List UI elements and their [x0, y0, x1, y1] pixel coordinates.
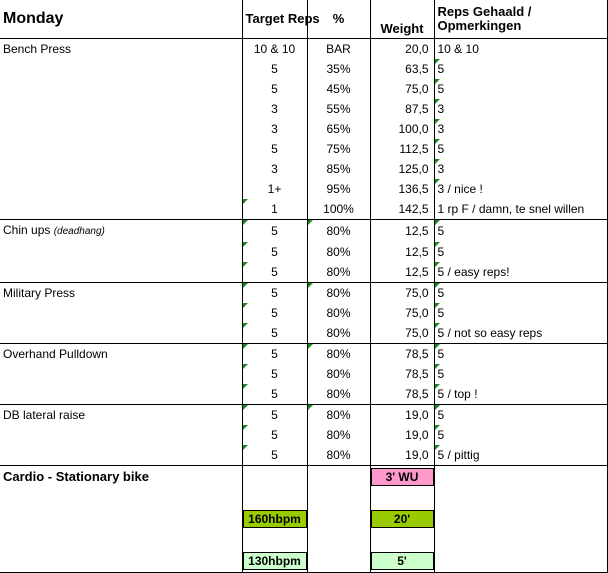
set-row — [0, 119, 607, 139]
set-row — [0, 283, 607, 304]
weight-cell[interactable]: 78,5 — [370, 384, 434, 405]
empty-cell[interactable] — [0, 508, 242, 530]
empty-cell[interactable] — [434, 530, 607, 550]
achieved-cell[interactable]: 3 / nice ! — [434, 179, 607, 199]
weight-cell[interactable]: 19,0 — [370, 445, 434, 466]
empty-cell[interactable] — [0, 242, 242, 262]
percent-cell[interactable]: 65% — [307, 119, 370, 139]
achieved-cell[interactable]: 5 / easy reps! — [434, 262, 607, 283]
exercise-name-label: Overhand Pulldown — [3, 347, 108, 361]
target-reps-cell[interactable]: 5 — [242, 445, 307, 466]
achieved-cell[interactable]: 5 — [434, 364, 607, 384]
warmup-cell-box: 3' WU — [371, 468, 434, 486]
exercise-name[interactable] — [0, 220, 242, 243]
percent-cell[interactable]: 85% — [307, 159, 370, 179]
target-reps-cell[interactable]: 3 — [242, 99, 307, 119]
weight-cell[interactable]: 87,5 — [370, 99, 434, 119]
percent-cell[interactable]: BAR — [307, 39, 370, 60]
weight-cell[interactable]: 112,5 — [370, 139, 434, 159]
interval-time-cell[interactable] — [370, 508, 434, 530]
empty-cell[interactable] — [307, 466, 370, 489]
achieved-cell[interactable]: 3 — [434, 119, 607, 139]
empty-cell[interactable] — [0, 59, 242, 79]
achieved-cell[interactable]: 5 — [434, 283, 607, 304]
achieved-cell[interactable]: 5 — [434, 242, 607, 262]
weight-cell[interactable]: 63,5 — [370, 59, 434, 79]
weight-cell[interactable]: 12,5 — [370, 262, 434, 283]
set-row — [0, 159, 607, 179]
empty-cell[interactable] — [0, 139, 242, 159]
achieved-cell[interactable]: 3 — [434, 159, 607, 179]
empty-cell[interactable] — [307, 530, 370, 550]
weight-cell[interactable]: 136,5 — [370, 179, 434, 199]
cooldown-hr-cell-box: 130hbpm — [243, 552, 307, 570]
empty-cell[interactable] — [434, 488, 607, 508]
target-reps-cell[interactable]: 5 — [242, 262, 307, 283]
set-row — [0, 179, 607, 199]
set-row — [0, 303, 607, 323]
achieved-cell[interactable]: 10 & 10 — [434, 39, 607, 60]
target-reps-cell[interactable]: 10 & 10 — [242, 39, 307, 60]
empty-cell[interactable] — [0, 425, 242, 445]
percent-cell[interactable]: 80% — [307, 262, 370, 283]
weight-cell[interactable]: 75,0 — [370, 323, 434, 344]
set-row — [0, 425, 607, 445]
empty-cell[interactable] — [434, 466, 607, 489]
percent-cell[interactable]: 100% — [307, 199, 370, 220]
set-row — [0, 39, 607, 60]
percent-cell[interactable]: 55% — [307, 99, 370, 119]
set-row — [0, 344, 607, 365]
percent-cell[interactable]: 80% — [307, 405, 370, 426]
weight-cell[interactable]: 19,0 — [370, 425, 434, 445]
header-row — [0, 0, 607, 39]
weight-cell[interactable]: 12,5 — [370, 220, 434, 243]
target-reps-cell[interactable]: 5 — [242, 323, 307, 344]
percent-cell[interactable]: 80% — [307, 384, 370, 405]
empty-cell[interactable] — [434, 508, 607, 530]
empty-cell[interactable] — [0, 445, 242, 466]
percent-cell[interactable]: 80% — [307, 344, 370, 365]
target-reps-cell[interactable]: 5 — [242, 303, 307, 323]
exercise-name-label: DB lateral raise — [3, 408, 86, 422]
empty-cell[interactable] — [0, 99, 242, 119]
target-reps-cell[interactable]: 1+ — [242, 179, 307, 199]
set-row — [0, 242, 607, 262]
set-row — [0, 59, 607, 79]
set-row — [0, 262, 607, 283]
achieved-cell[interactable]: 3 — [434, 99, 607, 119]
set-row — [0, 405, 607, 426]
target-reps-cell[interactable]: 5 — [242, 139, 307, 159]
target-reps-cell[interactable]: 5 — [242, 79, 307, 99]
target-reps-cell[interactable]: 3 — [242, 119, 307, 139]
achieved-cell[interactable]: 5 — [434, 59, 607, 79]
empty-cell[interactable] — [0, 384, 242, 405]
percent-cell[interactable]: 80% — [307, 323, 370, 344]
target-reps-cell[interactable]: 5 — [242, 59, 307, 79]
percent-cell[interactable]: 80% — [307, 445, 370, 466]
achieved-cell[interactable]: 5 / pittig — [434, 445, 607, 466]
exercise-name[interactable] — [0, 405, 242, 426]
exercise-name[interactable] — [0, 283, 242, 304]
cardio-label[interactable]: Cardio - Stationary bike — [0, 466, 242, 489]
weight-cell[interactable]: 20,0 — [370, 39, 434, 60]
weight-cell[interactable]: 75,0 — [370, 79, 434, 99]
percent-cell[interactable]: 35% — [307, 59, 370, 79]
empty-cell[interactable] — [0, 488, 242, 508]
percent-cell[interactable]: 80% — [307, 364, 370, 384]
empty-cell[interactable] — [370, 488, 434, 508]
set-row — [0, 445, 607, 466]
target-reps-header[interactable]: Target Reps — [242, 0, 307, 39]
empty-cell[interactable] — [307, 488, 370, 508]
percent-cell[interactable]: 45% — [307, 79, 370, 99]
percent-cell[interactable]: 80% — [307, 303, 370, 323]
cardio-row — [0, 530, 607, 550]
empty-cell[interactable] — [0, 364, 242, 384]
empty-cell[interactable] — [370, 530, 434, 550]
empty-cell[interactable] — [0, 530, 242, 550]
percent-cell[interactable]: 75% — [307, 139, 370, 159]
day-title[interactable]: Monday — [0, 0, 242, 39]
empty-cell[interactable] — [434, 550, 607, 573]
set-row — [0, 364, 607, 384]
achieved-cell[interactable]: 1 rp F / damn, te snel willen — [434, 199, 607, 220]
empty-cell[interactable] — [0, 550, 242, 573]
cardio-row — [0, 488, 607, 508]
weight-cell[interactable]: 125,0 — [370, 159, 434, 179]
achieved-cell[interactable]: 5 — [434, 220, 607, 243]
empty-cell[interactable] — [0, 323, 242, 344]
weight-cell[interactable]: 75,0 — [370, 283, 434, 304]
empty-cell[interactable] — [242, 530, 307, 550]
weight-cell[interactable]: 78,5 — [370, 364, 434, 384]
achieved-cell[interactable]: 5 — [434, 344, 607, 365]
percent-cell[interactable]: 80% — [307, 242, 370, 262]
empty-cell[interactable] — [242, 466, 307, 489]
exercise-note: (deadhang) — [53, 226, 105, 237]
set-row — [0, 79, 607, 99]
target-reps-cell[interactable]: 1 — [242, 199, 307, 220]
interval-hr-cell-box: 160hbpm — [243, 510, 307, 528]
weight-cell[interactable]: 78,5 — [370, 344, 434, 365]
achieved-cell[interactable]: 5 — [434, 405, 607, 426]
target-reps-cell[interactable]: 5 — [242, 405, 307, 426]
empty-cell[interactable] — [307, 508, 370, 530]
exercise-name-label: Bench Press — [3, 42, 72, 56]
empty-cell[interactable] — [0, 119, 242, 139]
empty-cell[interactable] — [0, 262, 242, 283]
percent-cell[interactable]: 80% — [307, 283, 370, 304]
empty-cell[interactable] — [0, 159, 242, 179]
percent-cell[interactable]: 95% — [307, 179, 370, 199]
cardio-row — [0, 550, 607, 573]
warmup-cell[interactable] — [370, 466, 434, 489]
empty-cell[interactable] — [0, 179, 242, 199]
exercise-name[interactable] — [0, 344, 242, 365]
exercise-name[interactable] — [0, 39, 242, 60]
achieved-header[interactable]: Reps Gehaald / Opmerkingen — [434, 0, 607, 39]
weight-cell[interactable]: 100,0 — [370, 119, 434, 139]
achieved-cell[interactable]: 5 — [434, 303, 607, 323]
cooldown-time-cell-box: 5' — [371, 552, 434, 570]
weight-cell[interactable]: 75,0 — [370, 303, 434, 323]
achieved-cell[interactable]: 5 — [434, 425, 607, 445]
percent-cell[interactable]: 80% — [307, 425, 370, 445]
cardio-row — [0, 466, 607, 489]
weight-header[interactable]: Weight — [370, 0, 434, 39]
weight-cell[interactable]: 142,5 — [370, 199, 434, 220]
empty-cell[interactable] — [242, 488, 307, 508]
target-reps-cell[interactable]: 5 — [242, 344, 307, 365]
set-row — [0, 99, 607, 119]
empty-cell[interactable] — [307, 550, 370, 573]
percent-header[interactable]: % — [307, 0, 370, 39]
set-row — [0, 323, 607, 344]
interval-time-cell-box: 20' — [371, 510, 434, 528]
achieved-cell[interactable]: 5 — [434, 79, 607, 99]
set-row — [0, 220, 607, 243]
set-row — [0, 384, 607, 405]
cardio-row — [0, 508, 607, 530]
exercise-name-label: Military Press — [3, 286, 76, 300]
cooldown-time-cell[interactable] — [370, 550, 434, 573]
weight-cell[interactable]: 19,0 — [370, 405, 434, 426]
achieved-cell[interactable]: 5 — [434, 139, 607, 159]
set-row — [0, 139, 607, 159]
set-row — [0, 199, 607, 220]
target-reps-cell[interactable]: 5 — [242, 425, 307, 445]
target-reps-cell[interactable]: 5 — [242, 242, 307, 262]
empty-cell[interactable] — [0, 303, 242, 323]
target-reps-cell[interactable]: 5 — [242, 384, 307, 405]
interval-hr-cell[interactable] — [242, 508, 307, 530]
target-reps-cell[interactable]: 5 — [242, 364, 307, 384]
target-reps-cell[interactable]: 5 — [242, 283, 307, 304]
empty-cell[interactable] — [0, 199, 242, 220]
percent-cell[interactable]: 80% — [307, 220, 370, 243]
cooldown-hr-cell[interactable] — [242, 550, 307, 573]
target-reps-cell[interactable]: 3 — [242, 159, 307, 179]
achieved-cell[interactable]: 5 / not so easy reps — [434, 323, 607, 344]
empty-cell[interactable] — [0, 79, 242, 99]
exercise-name-label: Chin ups — [3, 223, 51, 237]
weight-cell[interactable]: 12,5 — [370, 242, 434, 262]
target-reps-cell[interactable]: 5 — [242, 220, 307, 243]
achieved-cell[interactable]: 5 / top ! — [434, 384, 607, 405]
